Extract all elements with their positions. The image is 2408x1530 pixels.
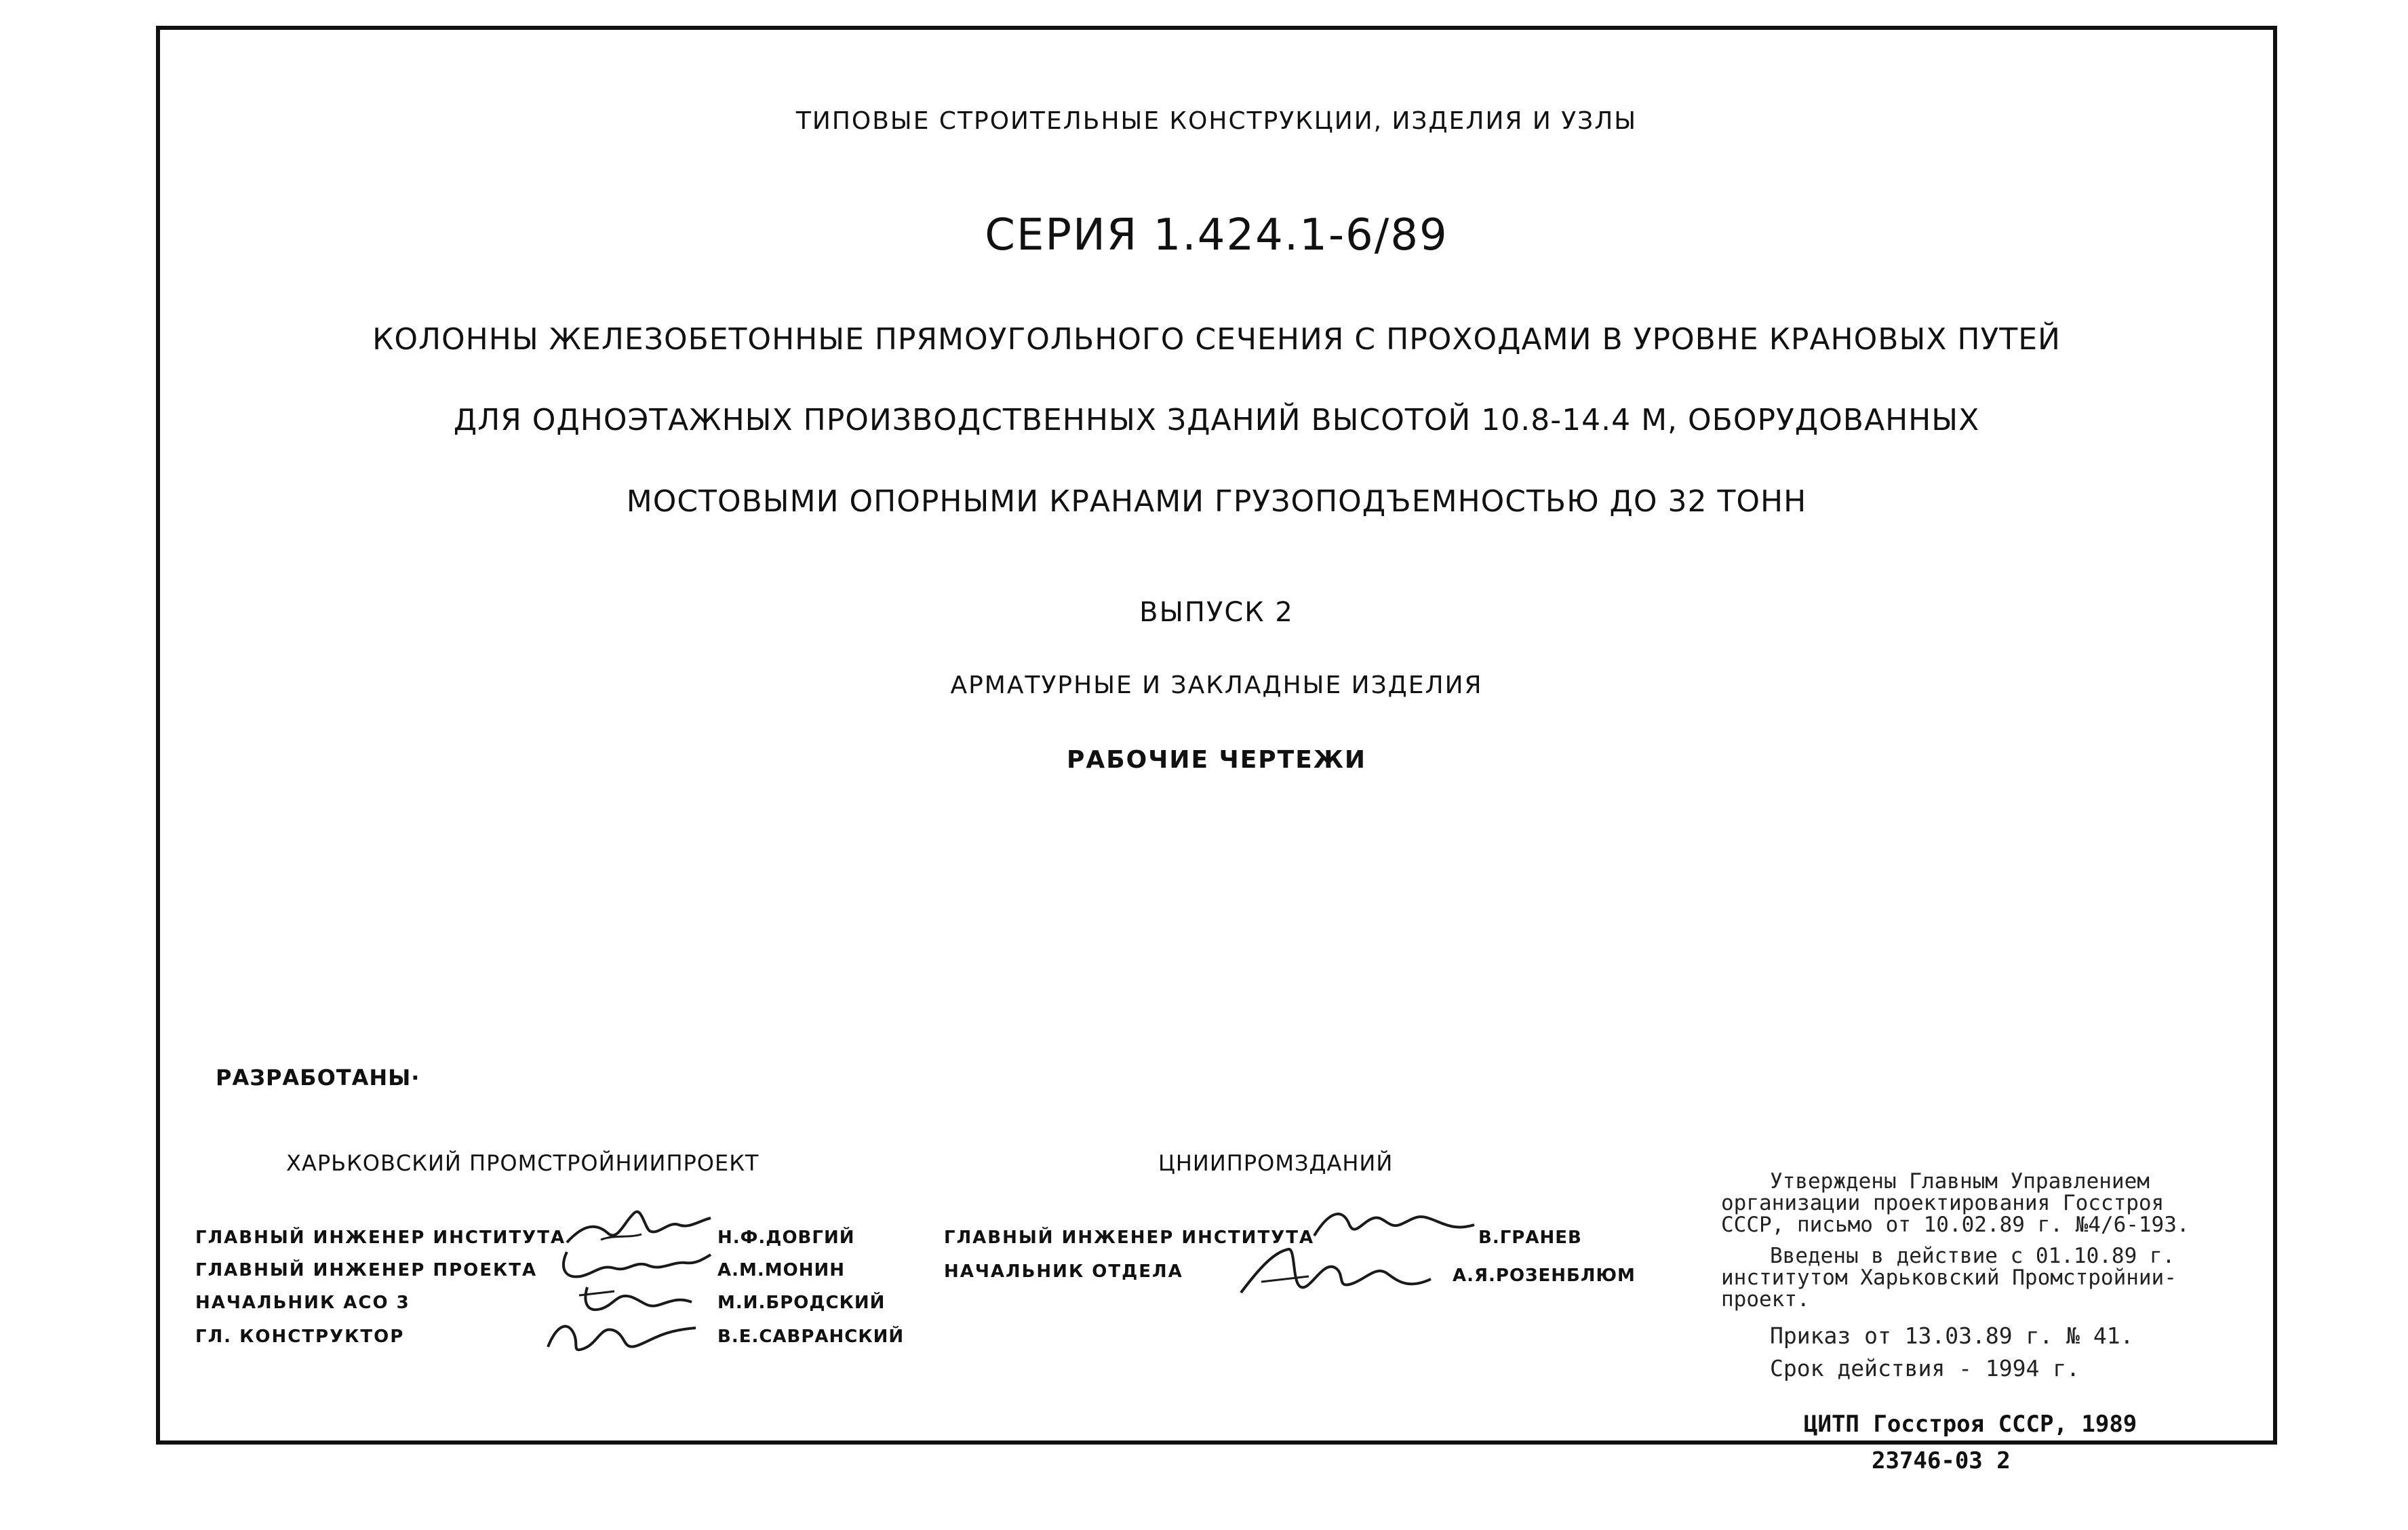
staff-position: ГЛАВНЫЙ ИНЖЕНЕР ИНСТИТУТА: [944, 1228, 1315, 1248]
staff-position: ГЛ. КОНСТРУКТОР: [195, 1327, 405, 1347]
staff-name: М.И.БРОДСКИЙ: [717, 1293, 886, 1313]
staff-position: ГЛАВНЫЙ ИНЖЕНЕР ПРОЕКТА: [195, 1260, 538, 1280]
staff-position: НАЧАЛЬНИК ОТДЕЛА: [944, 1261, 1183, 1282]
signature-savranskiy: [540, 1313, 703, 1360]
order-line: Приказ от 13.03.89 г. № 41.: [1770, 1322, 2134, 1349]
developed-by-label: РАЗРАБОТАНЫ·: [216, 1065, 420, 1091]
staff-position: ГЛАВНЫЙ ИНЖЕНЕР ИНСТИТУТА: [195, 1228, 566, 1248]
publisher-imprint: ЦИТП Госстроя СССР, 1989: [1804, 1411, 2137, 1438]
approval-line: СССР, письмо от 10.02.89 г. №4/6-193.: [1721, 1213, 2190, 1237]
document-number: 23746-03 2: [1872, 1447, 2011, 1474]
signature-rozenblyum: [1234, 1238, 1438, 1306]
introduced-line: институтом Харьковский Промстройнии-: [1721, 1266, 2177, 1290]
validity-line: Срок действия - 1994 г.: [1770, 1355, 2080, 1381]
introduced-line: проект.: [1721, 1287, 1810, 1312]
staff-name: А.М.МОНИН: [717, 1260, 846, 1280]
staff-name: В.Е.САВРАНСКИЙ: [717, 1327, 905, 1347]
approval-line: Утверждены Главным Управлением: [1770, 1169, 2150, 1194]
signature-monin: [553, 1245, 716, 1286]
staff-name: В.ГРАНЕВ: [1478, 1228, 1582, 1248]
series-title: СЕРИЯ 1.424.1-6/89: [985, 210, 1448, 260]
drawings-label: РАБОЧИЕ ЧЕРТЕЖИ: [1066, 746, 1367, 774]
title-line-3: МОСТОВЫМИ ОПОРНЫМИ КРАНАМИ ГРУЗОПОДЪЕМНОСТЬЮ ДО 32 ТОНН: [626, 484, 1807, 519]
introduced-line: Введены в действие с 01.10.89 г.: [1770, 1244, 2175, 1268]
subtitle: АРМАТУРНЫЕ И ЗАКЛАДНЫЕ ИЗДЕЛИЯ: [950, 671, 1483, 699]
header-text: ТИПОВЫЕ СТРОИТЕЛЬНЫЕ КОНСТРУКЦИИ, ИЗДЕЛИЯ И УЗЛЫ: [795, 107, 1638, 135]
approval-block: [1721, 1171, 2250, 1394]
org-kharkov-name: ХАРЬКОВСКИЙ ПРОМСТРОЙНИИПРОЕКТ: [286, 1150, 759, 1176]
staff-name: А.Я.РОЗЕНБЛЮМ: [1453, 1266, 1636, 1286]
staff-position: НАЧАЛЬНИК АСО 3: [195, 1293, 410, 1313]
title-line-2: ДЛЯ ОДНОЭТАЖНЫХ ПРОИЗВОДСТВЕННЫХ ЗДАНИЙ ВЫСОТОЙ 10.8-14.4 М, ОБОРУДОВАННЫХ: [453, 403, 1980, 437]
staff-name: Н.Ф.ДОВГИЙ: [717, 1228, 855, 1248]
org-tsnii-name: ЦНИИПРОМЗДАНИЙ: [1158, 1150, 1394, 1176]
approval-line: организации проектирования Госстроя: [1721, 1191, 2165, 1215]
title-line-1: КОЛОННЫ ЖЕЛЕЗОБЕТОННЫЕ ПРЯМОУГОЛЬНОГО СЕЧЕНИЯ С ПРОХОДАМИ В УРОВНЕ КРАНОВЫХ ПУТЕЙ: [372, 322, 2061, 357]
issue-number: ВЫПУСК 2: [1139, 597, 1294, 628]
